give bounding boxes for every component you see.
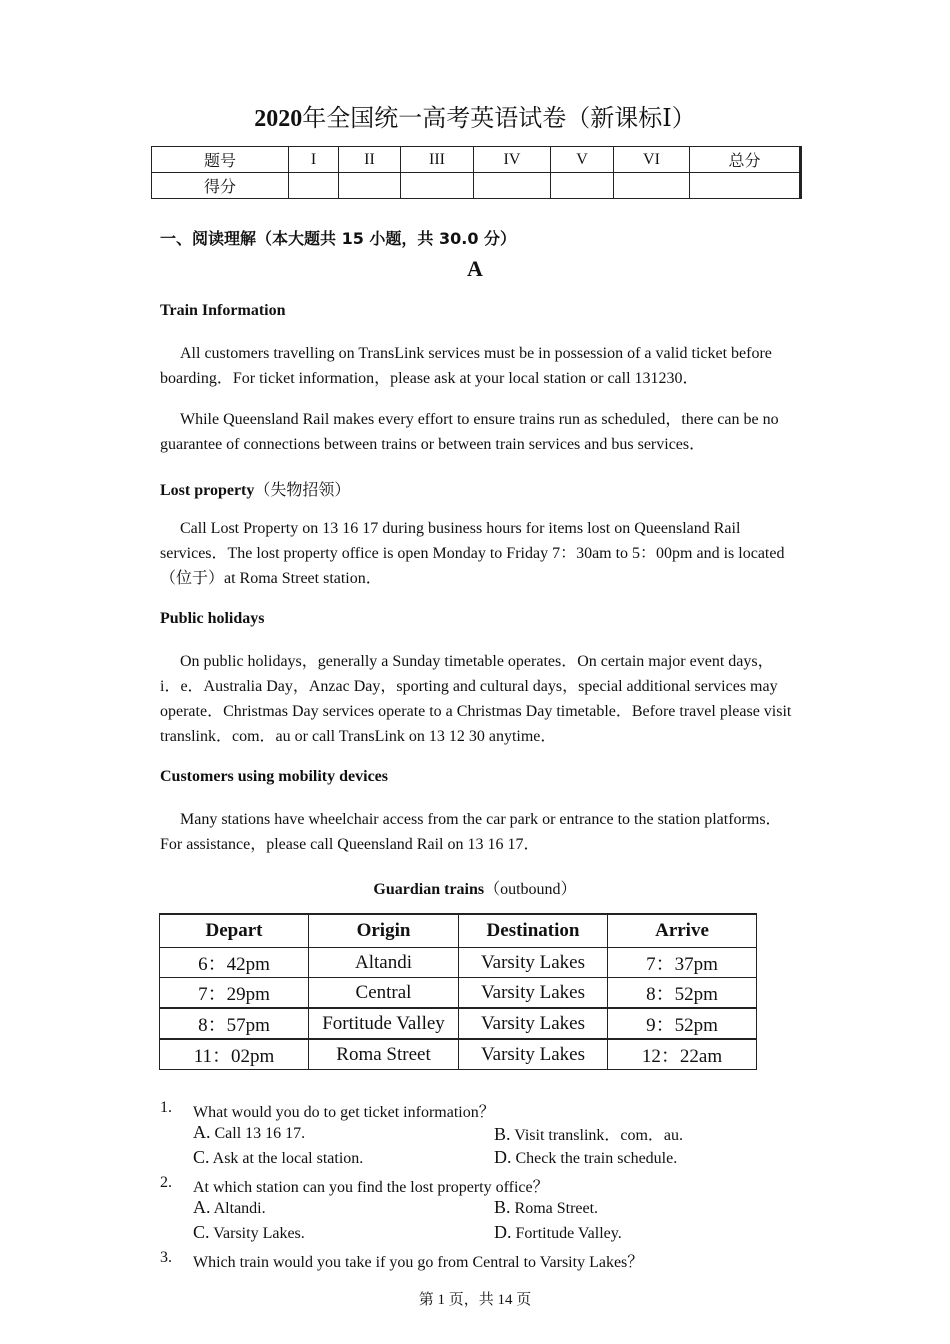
option-letter: A. (193, 1197, 211, 1217)
title-text: 年全国统一高考英语试卷（新课标Ⅰ） (302, 106, 696, 132)
option-text: Visit translink．com．au. (514, 1127, 684, 1144)
page-footer: 第 1 页，共 14 页 (418, 1292, 532, 1308)
score-header-cell: III (401, 147, 474, 173)
option-1a[interactable] (193, 1122, 305, 1143)
table-row (160, 1039, 757, 1070)
score-header-row (152, 147, 801, 173)
option-text: Roma Street. (514, 1200, 599, 1217)
table-caption-rest: （outbound） (484, 881, 577, 898)
score-header-cell: II (339, 147, 401, 173)
passage-label: A (467, 256, 483, 281)
score-row-label: 得分 (152, 173, 289, 199)
column-header: Depart (160, 914, 309, 948)
option-text: Check the train schedule. (515, 1150, 678, 1167)
heading-lost-property-en: Lost property (160, 482, 255, 499)
page-title (0, 98, 950, 133)
score-cell (289, 173, 339, 199)
score-header-cell: 总分 (690, 147, 801, 173)
table-cell: 9：52pm (608, 1008, 757, 1039)
option-text: Fortitude Valley. (515, 1225, 622, 1242)
paragraph-ticket: All customers travelling on TransLink services must be in possession of a valid ticket before boarding．For ticket information，please ask at your local station or call 131230． (160, 345, 772, 387)
option-text: Varsity Lakes. (213, 1225, 305, 1242)
table-cell: 8：52pm (608, 978, 757, 1009)
score-cell (339, 173, 401, 199)
option-letter: C. (193, 1147, 210, 1167)
table-cell: Varsity Lakes (459, 978, 608, 1009)
question-text: What would you do to get ticket information？ (193, 1104, 495, 1121)
table-cell: 12：22am (608, 1039, 757, 1070)
table-cell: Altandi (309, 948, 459, 978)
table-row (160, 948, 757, 978)
table-caption (0, 876, 950, 899)
score-header-cell: VI (614, 147, 690, 173)
paragraph-connections: While Queensland Rail makes every effort to ensure trains run as scheduled，there can be no guarantee of connections between trains or between train services and bus services． (160, 411, 779, 453)
question-number: 3. (160, 1249, 172, 1266)
question-text: Which train would you take if you go from Central to Varsity Lakes？ (193, 1254, 644, 1271)
score-header-cell: IV (474, 147, 551, 173)
table-cell: 7：29pm (160, 978, 309, 1009)
score-cell (401, 173, 474, 199)
score-table (151, 146, 802, 199)
question-text: At which station can you find the lost property office？ (193, 1179, 549, 1196)
heading-public-holidays: Public holidays (160, 610, 265, 627)
option-1c[interactable] (193, 1147, 363, 1168)
option-letter: A. (193, 1122, 211, 1142)
option-2a[interactable] (193, 1197, 266, 1218)
table-cell: Central (309, 978, 459, 1009)
table-caption-bold: Guardian trains (373, 881, 485, 898)
paragraph-lost-property: Call Lost Property on 13 16 17 during business hours for items lost on Queensland Rail services．The lost property office is open Monday to Friday 7：30am to 5：00pm and is located（位于）at Roma Street station． (160, 520, 785, 587)
option-2c[interactable] (193, 1222, 305, 1243)
score-header-cell: I (289, 147, 339, 173)
option-1d[interactable] (494, 1147, 677, 1168)
table-cell: Varsity Lakes (459, 948, 608, 978)
question-number: 1. (160, 1099, 172, 1116)
heading-mobility: Customers using mobility devices (160, 768, 388, 785)
option-text: Altandi. (213, 1200, 266, 1217)
score-row (152, 173, 801, 199)
column-header: Arrive (608, 914, 757, 948)
score-cell (474, 173, 551, 199)
paragraph-mobility: Many stations have wheelchair access from the car park or entrance to the station platforms．For assistance，please call Queensland Rail on 13 16 17． (160, 811, 782, 853)
option-2d[interactable] (494, 1222, 622, 1243)
option-text: Call 13 16 17. (214, 1125, 306, 1142)
score-header-cell: 题号 (152, 147, 289, 173)
column-header: Origin (309, 914, 459, 948)
option-letter: D. (494, 1147, 512, 1167)
table-cell: 11：02pm (160, 1039, 309, 1070)
table-cell: Varsity Lakes (459, 1008, 608, 1039)
table-cell: 6：42pm (160, 948, 309, 978)
option-1b[interactable] (494, 1122, 683, 1145)
option-2b[interactable] (494, 1197, 598, 1218)
score-cell (690, 173, 801, 199)
table-row (160, 978, 757, 1009)
title-year: 2020 (254, 106, 303, 132)
option-letter: D. (494, 1222, 512, 1242)
heading-train-info: Train Information (160, 302, 286, 319)
train-table (159, 913, 757, 1070)
table-cell: Fortitude Valley (309, 1008, 459, 1039)
heading-lost-property (160, 477, 350, 500)
table-cell: 8：57pm (160, 1008, 309, 1039)
question-number: 2. (160, 1174, 172, 1191)
option-letter: C. (193, 1222, 210, 1242)
paragraph-holidays: On public holidays，generally a Sunday timetable operates．On certain major event days，i．e．Australia Day，Anzac Day，sporting and cultural days，special additional services may operate．Christmas Day services operate to a Christmas Day timetable．Before travel please visit translink．com．au or call TransLink on 13 12 30 anytime． (160, 653, 792, 745)
option-letter: B. (494, 1197, 511, 1217)
table-cell: Varsity Lakes (459, 1039, 608, 1070)
option-text: Ask at the local station. (212, 1150, 364, 1167)
score-cell (614, 173, 690, 199)
option-letter: B. (494, 1124, 511, 1144)
table-cell: Roma Street (309, 1039, 459, 1070)
table-row (160, 1008, 757, 1039)
score-header-cell: V (551, 147, 614, 173)
table-cell: 7：37pm (608, 948, 757, 978)
section-heading: 一、阅读理解（本大题共 15 小题，共 30.0 分） (160, 229, 517, 248)
column-header: Destination (459, 914, 608, 948)
heading-lost-property-cn: （失物招领） (254, 482, 351, 499)
train-table-header (160, 914, 757, 948)
score-cell (551, 173, 614, 199)
